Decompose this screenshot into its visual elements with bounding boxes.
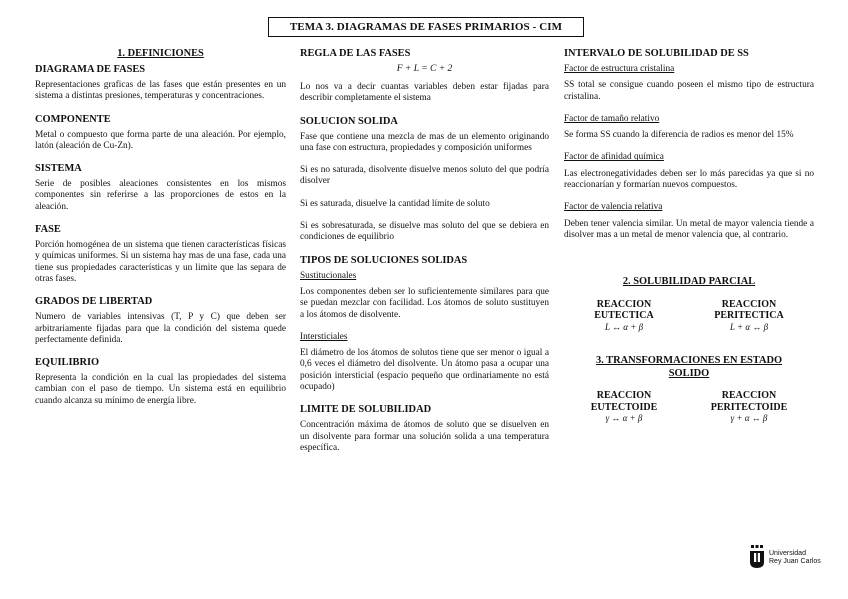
factor-subheading: Factor de valencia relativa	[564, 202, 663, 213]
reaction-label: REACCION	[721, 298, 777, 310]
definition-text: Metal o compuesto que forma parte de una aleación. Por ejemplo, latón (aleación de Cu-Zn).	[35, 129, 286, 151]
transformaciones-reactions	[564, 390, 814, 425]
definiciones-column	[35, 48, 286, 418]
term-equilibrio: EQUILIBRIO	[35, 357, 100, 369]
reaction-equation: γ + α ↔ β	[730, 413, 768, 424]
reaction-peritectoide	[711, 390, 788, 425]
solucion-paragraph: Si es saturada, disuelve la cantidad límite de soluto	[300, 198, 490, 209]
transformaciones-title	[564, 355, 814, 380]
reaction-type: PERITECTOIDE	[710, 401, 788, 413]
factor-text: Las electronegatividades deben ser lo más parecidas ya que si no reaccionarían y formarían nuevos compuestos.	[564, 168, 814, 191]
reaction-peritectica	[714, 299, 783, 334]
term-grados-de-libertad: GRADOS DE LIBERTAD	[35, 296, 153, 308]
limite-heading: LIMITE DE SOLUBILIDAD	[300, 404, 432, 416]
reaction-equation: L ↔ α + β	[604, 321, 644, 332]
reaction-type: EUTECTICA	[594, 310, 654, 322]
reaction-equation: γ ↔ α + β	[605, 413, 643, 424]
reaction-label: REACCION	[596, 298, 652, 310]
regla-heading: REGLA DE LAS FASES	[300, 48, 411, 59]
university-crest-icon	[748, 544, 766, 570]
reaction-label: REACCION	[721, 390, 777, 402]
definition-text: Representa la condición en la cual las propiedades del sistema cambian con el paso de tiempo. Un sistema está en equilibrio cuando alcanza su mínimo de energía libre.	[35, 373, 286, 406]
term-sistema: SISTEMA	[35, 163, 82, 175]
regla-text: Lo nos va a decir cuantas variables deben estar fijadas para describir completamente el sistema	[300, 82, 549, 104]
limite-text: Concentración máxima de átomos de soluto que se disuelven en un disolvente para formar una solución solida a una temperatura específica.	[300, 420, 549, 453]
factor-subheading: Factor de tamaño relativo	[564, 113, 660, 124]
factor-text: Deben tener valencia similar. Un metal de mayor valencia tiende a disolver mas a un metal de menor valencia que, al contrario.	[564, 218, 814, 240]
factor-text: Se forma SS cuando la diferencia de radios es menor del 15%	[564, 130, 794, 141]
tipos-heading: TIPOS DE SOLUCIONES SOLIDAS	[300, 254, 468, 266]
transformaciones-title-line: SOLIDO	[668, 367, 710, 379]
solucion-heading: SOLUCION SOLIDA	[300, 115, 398, 127]
factor-subheading: Factor de afinidad química	[564, 152, 664, 163]
reaction-eutectoide	[591, 390, 658, 425]
definiciones-heading: 1. DEFINICIONES	[117, 48, 204, 59]
reaction-equation: L + α ↔ β	[729, 321, 769, 332]
definition-text: Representaciones graficas de las fases que están presentes en un sistema a distintas presiones, temperaturas y concentraciones.	[35, 80, 286, 102]
page-title: TEMA 3. DIAGRAMAS DE FASES PRIMARIOS - CIM	[268, 17, 584, 37]
transformaciones-title-line: 3. TRANSFORMACIONES EN ESTADO	[595, 355, 783, 367]
factor-subheading: Factor de estructura cristalina	[564, 64, 675, 74]
intervalo-heading: INTERVALO DE SOLUBILIDAD DE SS	[564, 48, 749, 59]
reaction-label: REACCION	[596, 390, 652, 402]
term-componente: COMPONENTE	[35, 113, 111, 125]
fases-column	[300, 48, 549, 465]
university-logo	[748, 544, 821, 570]
university-name	[769, 550, 821, 566]
reaction-eutectica	[594, 299, 653, 334]
university-name-line: Rey Juan Carlos	[769, 558, 821, 565]
intersticiales-text: El diámetro de los átomos de solutos tiene que ser menor o igual a 0,6 veces el diámetro del disolvente. Un átomo pasa a ocupar una posición intersticial (espacio pequeño que ordinariamente no está ocupado)	[300, 348, 549, 393]
solubilidad-parcial-reactions	[564, 299, 814, 334]
reaction-type: PERITECTICA	[714, 310, 784, 322]
solucion-paragraph: Si es sobresaturada, se disuelve mas soluto del que se debiera en condiciones de equilibrio	[300, 221, 549, 243]
sustitucionales-text: Los componentes deben ser lo suficientemente similares para que se puedan mezclar con facilidad. Los átomos de soluto sustituyen a los átomos de disolvente.	[300, 286, 549, 320]
factor-text: SS total se consigue cuando poseen el mismo tipo de estructura cristalina.	[564, 80, 814, 102]
solubilidad-parcial-title: 2. SOLUBILIDAD PARCIAL	[622, 276, 756, 288]
solucion-paragraph: Fase que contiene una mezcla de mas de un elemento originando una fase con estructura, propiedades y composición uniformes	[300, 131, 549, 153]
definition-text: Numero de variables intensivas (T, P y C) que deben ser arbitrariamente fijadas para que la condición del sistema quede perfectamente definida.	[35, 312, 286, 345]
definition-text: Serie de posibles aleaciones consistentes en los mismos componentes sin referirse a las proporciones de estos en la aleación.	[35, 179, 286, 212]
term-fase: FASE	[35, 224, 61, 236]
solucion-paragraph: Si es no saturada, disolvente disuelve menos soluto del que podría disolver	[300, 165, 549, 187]
term-diagrama-de-fases: DIAGRAMA DE FASES	[35, 64, 146, 75]
reaction-type: EUTECTOIDE	[590, 401, 658, 413]
solubilidad-column	[564, 48, 814, 425]
regla-formula: F + L = C + 2	[396, 64, 453, 74]
sustitucionales-subheading: Sustitucionales	[300, 270, 357, 281]
intersticiales-subheading: Intersticiales	[300, 331, 348, 342]
definition-text: Porción homogénea de un sistema que tienen características físicas y químicas uniformes. Si un sistema hay mas de una fase, cada una tiene sus propiedades características y un limite que las separa de otras fases.	[35, 240, 286, 284]
university-name-line: Universidad	[769, 550, 806, 557]
